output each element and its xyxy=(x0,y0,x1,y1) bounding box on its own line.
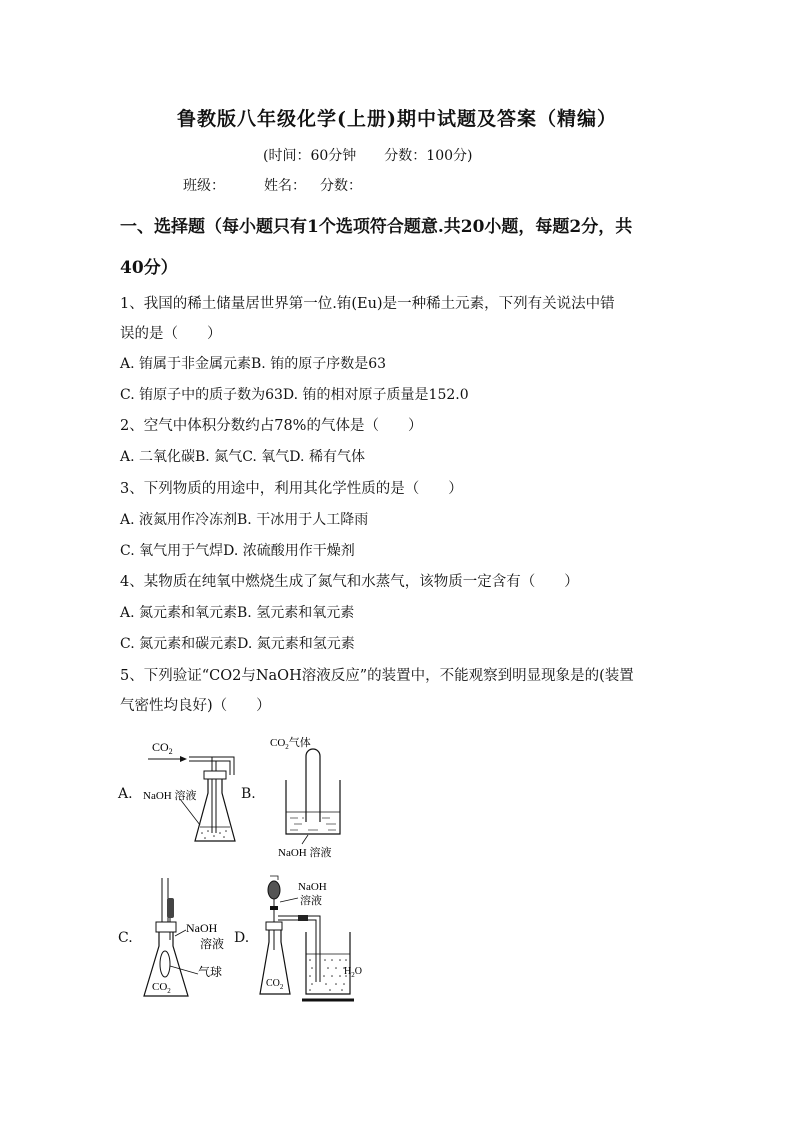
fig-c-solution-pointer xyxy=(175,930,186,936)
fig-c-gas-label: $CO_2$ xyxy=(152,981,171,995)
section-heading: 一、选择题（每小题只有1个选项符合题意.共20小题，每题2分，共 xyxy=(120,217,633,237)
q2-options: A. 二氧化碳B. 氮气C. 氧气D. 稀有气体 xyxy=(120,449,365,465)
figure-b-apparatus xyxy=(268,730,368,860)
fig-a-dip-tube xyxy=(212,757,216,833)
q5-stem: 5、下列验证“CO2与NaOH溶液反应”的装置中，不能观察到明显现象是的(装置 xyxy=(120,668,634,684)
option-d-label: D. xyxy=(234,930,250,946)
page-title: 鲁教版八年级化学(上册)期中试题及答案（精编） xyxy=(177,108,617,130)
class-label: 班级： xyxy=(183,178,225,194)
fig-d-stopper xyxy=(266,922,282,930)
q3-options-ab: A. 液氮用作冷冻剂B. 干冰用于人工降雨 xyxy=(120,512,369,528)
fig-d-water-dots xyxy=(309,959,347,991)
fig-a-gas-label: $CO_2$ xyxy=(152,740,173,756)
q1-stem-cont: 误的是（ ） xyxy=(120,326,222,342)
fig-b-solution-label: NaOH 溶液 xyxy=(278,847,332,859)
fig-b-label-pointer xyxy=(302,835,308,844)
fig-d-naoh-label-2: 溶液 xyxy=(300,895,322,907)
q2-stem: 2、空气中体积分数约占78%的气体是（ ） xyxy=(120,418,423,434)
q5-stem-cont: 气密性均良好)（ ） xyxy=(120,698,271,714)
fig-c-dropper-bulb xyxy=(167,898,174,918)
figure-a-apparatus xyxy=(140,735,245,847)
q4-options-ab: A. 氮元素和氧元素B. 氢元素和氧元素 xyxy=(120,605,355,621)
fig-d-naoh-label-1: NaOH xyxy=(298,881,327,893)
exam-score: 分数：100分) xyxy=(384,148,473,164)
fig-a-label-pointer xyxy=(180,799,200,825)
fig-b-gas-label: $CO_2$气体 xyxy=(270,737,311,751)
exam-time: (时间：60分钟 xyxy=(263,148,357,164)
q3-options-cd: C. 氧气用于气焊D. 浓硫酸用作干燥剂 xyxy=(120,543,355,559)
fig-c-solution-label-1: NaOH xyxy=(186,921,218,935)
fig-d-stopcock-icon xyxy=(270,906,278,910)
fig-d-naoh-pointer xyxy=(280,898,298,902)
name-label: 姓名： xyxy=(264,178,306,194)
fig-d-separatory-funnel xyxy=(268,881,280,899)
q1-options-ab: A. 铕属于非金属元素B. 铕的原子序数是63 xyxy=(120,356,387,372)
fig-c-solution-label-2: 溶液 xyxy=(200,937,225,951)
fig-d-rubber-joint xyxy=(298,915,308,921)
fig-d-water-label: $H_2O$ xyxy=(344,966,362,979)
section-heading-cont: 40分） xyxy=(120,258,178,278)
option-b-label: B. xyxy=(241,786,256,802)
fig-c-balloon-pointer xyxy=(170,966,198,974)
fig-d-funnel-cap xyxy=(270,876,278,880)
fig-c-stopper xyxy=(156,922,176,932)
figure-c-apparatus xyxy=(140,870,235,1005)
fig-a-flask xyxy=(195,779,235,841)
fig-d-gas-label: $CO_2$ xyxy=(266,978,284,991)
q1-options-cd: C. 铕原子中的质子数为63D. 铕的相对原子质量是152.0 xyxy=(120,387,469,403)
figure-d-apparatus xyxy=(258,870,366,1010)
score-label: 分数： xyxy=(320,178,362,194)
fig-a-stopper xyxy=(204,771,226,779)
fig-b-liquid-hatch xyxy=(290,818,336,830)
q3-stem: 3、下列物质的用途中，利用其化学性质的是（ ） xyxy=(120,481,463,497)
fig-b-beaker xyxy=(286,780,340,834)
fig-a-arrow-icon xyxy=(180,756,187,762)
fig-b-test-tube xyxy=(306,749,320,822)
option-a-label: A. xyxy=(118,786,133,802)
fig-a-liquid-dots xyxy=(201,830,227,839)
fig-a-solution-label: NaOH 溶液 xyxy=(143,790,197,802)
fig-c-balloon-label: 气球 xyxy=(198,965,223,979)
exam-info xyxy=(263,145,472,165)
q4-stem: 4、某物质在纯氧中燃烧生成了氮气和水蒸气，该物质一定含有（ ） xyxy=(120,574,579,590)
q4-options-cd: C. 氮元素和碳元素D. 氮元素和氢元素 xyxy=(120,636,355,652)
fig-d-outlet-tube xyxy=(314,916,320,982)
option-c-label: C. xyxy=(118,930,133,946)
q1-stem: 1、我国的稀土储量居世界第一位.铕(Eu)是一种稀土元素，下列有关说法中错 xyxy=(120,296,615,312)
fig-c-balloon xyxy=(160,951,170,977)
fig-d-beaker xyxy=(306,932,350,994)
